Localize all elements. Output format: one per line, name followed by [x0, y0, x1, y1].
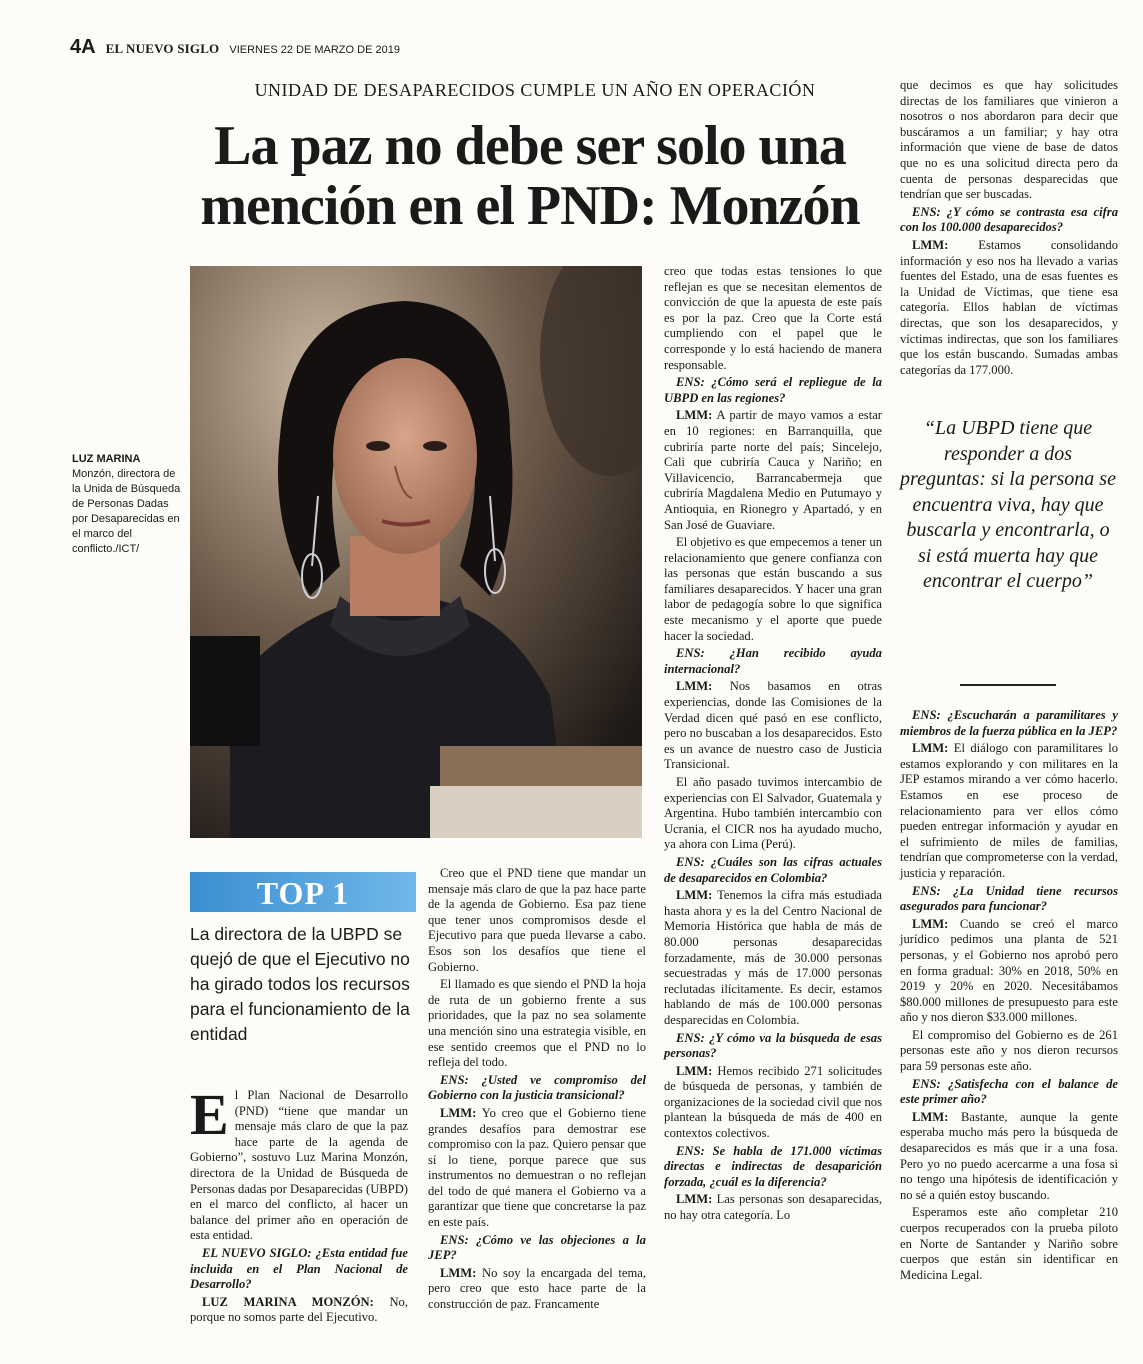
- question-text: Se habla de 171.000 víctimas directas e indirectas de desaparición forzada, ¿cuál es la diferencia?: [664, 1143, 882, 1189]
- paragraph: Creo que el PND tiene que mandar un mensaje más claro de que la paz hace parte de la agenda de Gobierno. Esa paz tiene que tener unos compromisos desde el Ejecutivo para que pueda llevarse a cabo. Esos son los desafíos que tiene el Gobierno.: [428, 866, 646, 974]
- interviewee-label: LMM:: [440, 1265, 477, 1280]
- answer-text: Nos basamos en otras experiencias, donde las Comisiones de la Verdad dicen qué pasó en ese conflicto, pero no buscaban a los desaparecidos. Esto es un avance de nuestro caso de Justicia Transicional.: [664, 679, 882, 772]
- question-text: ¿Escucharán a paramilitares y miembros de la fuerza pública en la JEP?: [900, 708, 1118, 738]
- article-column-3: [664, 264, 882, 1226]
- answer-text: Cuando se creó el marco jurídico pedimos una planta de 521 personas, y el Gobierno nos aprobó pero en forma gradual: 30% en 2018, 50% en 2019 y 20% en 2020. Necesitábamos $80.000 millones de presupuesto para este año y nos dieron $33.000 millones.: [900, 916, 1118, 1025]
- answer-text: Tenemos la cifra más estudiada hasta ahora y es la del Centro Nacional de Memoria Histórica que habla de más de 80.000 personas desaparecidas forzadamente, más de 30.000 personas secuestradas y más de 17.000 personas reclutadas ilícitamente. Es decir, estamos hablando de más de 100.000 personas desparecidas en Colombia.: [664, 888, 882, 1027]
- interviewer-label: ENS:: [676, 646, 705, 661]
- paragraph: El llamado es que siendo el PND la hoja de ruta de un gobierno frente a sus prioridades, que la paz no sea solamente una mención sino una estrategia visible, en ese sentido creemos que el PND no lo refleja del todo.: [428, 977, 646, 1070]
- pull-quote: “La UBPD tiene que responder a dos preguntas: si la persona se encuentra viva, hay que buscarla y encontrarla, o si está muerta hay que encontrar el cuerpo”: [900, 417, 1116, 592]
- interviewee-label: LMM:: [440, 1105, 477, 1120]
- issue-date: VIERNES 22 DE MARZO DE 2019: [229, 44, 400, 56]
- interviewer-label: ENS:: [912, 708, 941, 722]
- answer-text: A partir de mayo vamos a estar en 10 regiones: en Barranquilla, que cubriría parte norte del país; Sincelejo, Cali que cubriría Cauca y Nariño; en Villavicencio, Barrancabermeja que cubriría Magdalena Medio en Putumayo y Antioquia, en Rionegro y Apartadó, y en San José de Guaviare.: [664, 408, 882, 532]
- page-header: [70, 36, 400, 59]
- question-text: ¿Usted ve compromiso del Gobierno con la justicia transicional?: [428, 1072, 646, 1103]
- interviewee-label: LMM:: [676, 679, 713, 694]
- answer-text: Hemos recibido 271 solicitudes de búsqueda de personas, y también de organizaciones de la sociedad civil que nos plantean la búsqueda de más de 400 en contextos colectivos.: [664, 1063, 882, 1141]
- caption-head: LUZ MARINA: [72, 453, 141, 465]
- paragraph: El año pasado tuvimos intercambio de experiencias con El Salvador, Guatemala y Argentina. Hubo también intercambio con Ucrania, el CICR nos ha ayudado mucho, ya ahora con Lima (Perú).: [664, 775, 882, 852]
- question-text: ¿Cuáles son las cifras actuales de desaparecidos en Colombia?: [664, 854, 882, 885]
- paragraph: Esperamos este año completar 210 cuerpos recuperados con la prueba piloto en Norte de Santander y Nariño sobre cuerpos que están sin identificar en Medicina Legal.: [900, 1205, 1118, 1282]
- question-text: ¿Y cómo se contrasta esa cifra con los 100.000 desaparecidos?: [900, 204, 1118, 235]
- headline: La paz no debe ser solo una mención en el PND: Monzón: [200, 115, 860, 237]
- answer-text: No soy la encargada del tema, pero creo que esto hace parte de la construcción de paz. Francamente: [428, 1265, 646, 1312]
- top1-badge: TOP 1: [190, 872, 416, 912]
- interviewer-label: ENS:: [676, 1143, 705, 1158]
- article-lead: l Plan Nacional de Desarrollo (PND) “tiene que mandar un mensaje más claro de que la paz hace parte de la agenda de Gobierno”, sostuvo Luz Marina Monzón, directora de la Unidad de Búsqueda de Personas dadas por Desaparecidas (UBPD) en el marco del conflicto, al hacer un balance del primer año en operación de esta entidad.: [190, 1088, 408, 1243]
- question-text: ¿Cómo ve las objeciones a la JEP?: [428, 1232, 646, 1263]
- page-number: 4A: [70, 36, 96, 58]
- interviewer-label: ENS:: [676, 1030, 705, 1045]
- interviewer-label: ENS:: [912, 883, 941, 898]
- interviewer-label: ENS:: [440, 1072, 469, 1087]
- interviewee-label: LMM:: [912, 1109, 949, 1124]
- question-text: ¿Esta entidad fue incluida en el Plan Nacional de Desarrollo?: [190, 1245, 408, 1292]
- kicker: UNIDAD DE DESAPARECIDOS CUMPLE UN AÑO EN OPERACIÓN: [254, 80, 816, 100]
- question-text: ¿Cómo será el repliegue de la UBPD en las regiones?: [664, 375, 882, 405]
- interviewer-label: ENS:: [912, 204, 941, 219]
- question-text: ¿La Unidad tiene recursos asegurados para funcionar?: [900, 883, 1118, 914]
- top1-summary: La directora de la UBPD se quejó de que el Ejecutivo no ha girado todos los recursos para el funcionamiento de la entidad: [190, 924, 410, 1044]
- paragraph: El compromiso del Gobierno es de 261 personas este año y nos dieron recursos para 59 personas este año.: [900, 1027, 1118, 1074]
- article-column-1: [190, 1082, 408, 1328]
- article-column-4-top: [900, 78, 1118, 380]
- interviewer-label: ENS:: [440, 1232, 469, 1247]
- newspaper-name: EL NUEVO SIGLO: [105, 41, 220, 56]
- answer-text: El diálogo con paramilitares lo estamos explorando y con militares en la JEP estamos mirando a ver cómo hacerlo. Estamos en ese proceso de relacionamiento para ver ellos cómo pueden entregar información y ayudar en el sufrimiento de miles de familias, tendrían que comprometerse con la verdad, justicia y reparación.: [900, 741, 1118, 880]
- answer-text: Bastante, aunque la gente esperaba mucho más pero la búsqueda de desaparecidos es más que ir a una fosa. Pero yo no puedo acercarme a una fosa si no tengo una hipótesis de identificación y no sé a quién estoy buscando.: [900, 1109, 1118, 1202]
- caption-body: Monzón, directora de la Unida de Búsqueda de Personas Dadas por Desaparecidas en el marco del conflicto./ICT/: [72, 468, 181, 555]
- answer-text: Estamos consolidando información y eso nos ha llevado a varias fuentes del Estado, una de esas fuentes es la Unidad de Víctimas, que tiene esa categoría. Ellos hablan de víctimas directas, que son los desaparecidos, y víctimas indirectas, que son los familiares que los están buscando. Sumadas ambas categorías da 177.000.: [900, 237, 1118, 377]
- answer-text: No, porque no somos parte del Ejecutivo.: [190, 1294, 408, 1325]
- interviewee-label: LUZ MARINA MONZÓN:: [202, 1294, 374, 1309]
- interviewee-label: LMM:: [912, 916, 949, 931]
- paragraph: que decimos es que hay solicitudes directas de los familiares que vinieron a nosotros o nos abordaron para decir que buscáramos a un familiar; y hay otra información que viene de base de datos que no es una solicitud directa pero da cuenta de personas desparecidas que tendrían que ser buscadas.: [900, 78, 1118, 202]
- interviewee-label: LMM:: [676, 1063, 713, 1078]
- paragraph: El objetivo es que empecemos a tener un relacionamiento que genere confianza con las personas que están buscando a sus familiares desaparecidos. Y hacer una gran labor de pedagogía sobre lo que significa este mecanismo y el aporte que puede hacer la sociedad.: [664, 535, 882, 643]
- pull-quote-rule: [960, 684, 1056, 686]
- interviewee-label: LMM:: [912, 237, 949, 252]
- question-text: ¿Han recibido ayuda internacional?: [664, 646, 882, 676]
- question-text: ¿Satisfecha con el balance de este primer año?: [900, 1076, 1118, 1107]
- photo-caption: [72, 452, 184, 557]
- answer-text: Yo creo que el Gobierno tiene grandes desafíos para demostrar ese compromiso con la paz. Quiero pensar que sí lo tiene, porque parece que sus instrumentos no demuestran o no reflejan del todo de qué manera el Gobierno va a garantizar que tiene que concretarse la paz en este país.: [428, 1105, 647, 1230]
- interviewee-label: LMM:: [676, 888, 713, 903]
- interviewer-label: EL NUEVO SIGLO:: [202, 1245, 312, 1260]
- portrait-illustration: [190, 266, 642, 838]
- question-text: ¿Y cómo va la búsqueda de esas personas?: [664, 1030, 882, 1061]
- interviewer-label: ENS:: [912, 1076, 941, 1091]
- article-column-4-bottom: [900, 708, 1118, 1285]
- interviewer-label: ENS:: [676, 854, 705, 869]
- dropcap: E: [190, 1082, 229, 1147]
- interviewee-label: LMM:: [676, 408, 713, 423]
- paragraph: creo que todas estas tensiones lo que reflejan es que se necesitan elementos de convicción de que la apuesta de este país es por la paz. Creo que la Corte está cumpliendo con el papel que le corresponde y lo está haciendo de manera responsable.: [664, 264, 882, 372]
- article-column-2: [428, 866, 646, 1315]
- portrait-photo: [190, 266, 642, 838]
- interviewer-label: ENS:: [676, 375, 705, 390]
- interviewee-label: LMM:: [912, 741, 949, 756]
- interviewee-label: LMM:: [676, 1192, 713, 1207]
- answer-text: Las personas son desaparecidas, no hay otra categoría. Lo: [664, 1192, 882, 1223]
